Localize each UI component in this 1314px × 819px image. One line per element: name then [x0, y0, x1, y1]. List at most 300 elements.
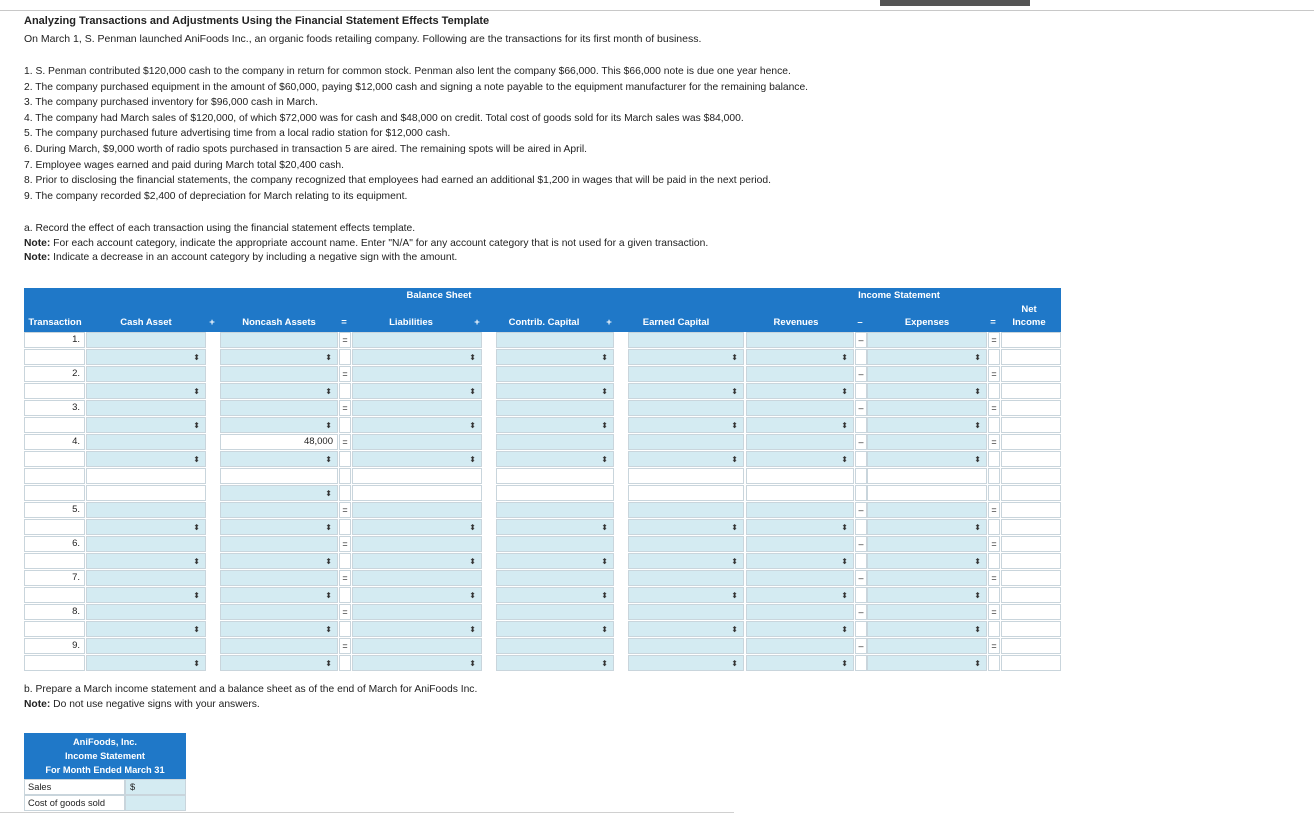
equals-sign: =: [988, 536, 1000, 552]
account-name-row-6-1: [24, 553, 1061, 570]
equals-sign: =: [339, 638, 351, 654]
contrib-capital-amount-input[interactable]: [496, 434, 614, 450]
earned-capital-account-select[interactable]: [628, 417, 744, 433]
top-toolbar-button[interactable]: [880, 0, 1030, 6]
income-statement-header: [24, 733, 186, 779]
equals-sign: =: [988, 332, 1000, 348]
noncash-assets-account-select[interactable]: [220, 655, 338, 671]
expenses-account-select[interactable]: [867, 587, 987, 603]
operator-spacer: [339, 587, 351, 603]
earned-capital-account-select[interactable]: [628, 349, 744, 365]
net-income-spacer: [1001, 519, 1061, 535]
expenses-amount-input[interactable]: [867, 332, 987, 348]
contrib-capital-amount-input[interactable]: [496, 400, 614, 416]
sort-arrows-icon: ⬍: [731, 591, 738, 600]
net-income-input[interactable]: [1001, 536, 1061, 552]
expenses-amount-input[interactable]: [867, 366, 987, 382]
transaction-number: 9.: [24, 638, 85, 654]
operator-spacer: [339, 349, 351, 365]
earned-capital-account-select[interactable]: [628, 621, 744, 637]
sort-arrows-icon: ⬍: [841, 557, 848, 566]
liabilities-account-select[interactable]: [352, 621, 482, 637]
transaction-7: 7. Employee wages earned and paid during March total $20,400 cash.: [24, 159, 344, 171]
liabilities-account-select[interactable]: [352, 383, 482, 399]
equals-sign: =: [988, 604, 1000, 620]
operator-spacer: [855, 485, 867, 501]
sort-arrows-icon: ⬍: [974, 659, 981, 668]
contrib-capital-account-select[interactable]: [496, 621, 614, 637]
liabilities-amount-input[interactable]: [352, 502, 482, 518]
cash-asset-amount-input[interactable]: [86, 502, 206, 518]
noncash-assets-account-select[interactable]: [220, 621, 338, 637]
revenues-account-select[interactable]: [746, 621, 854, 637]
net-income-input[interactable]: [1001, 434, 1061, 450]
liabilities-empty-cell: [352, 485, 482, 501]
equals-sign: =: [988, 400, 1000, 416]
noncash-assets-amount-input[interactable]: 48,000: [220, 434, 338, 450]
noncash-assets-amount-input[interactable]: [220, 570, 338, 586]
op-plus-1: +: [209, 317, 215, 328]
expenses-account-select[interactable]: [867, 655, 987, 671]
account-name-row-8-1: [24, 621, 1061, 638]
col-revenues: Revenues: [773, 317, 819, 328]
net-income-input[interactable]: [1001, 400, 1061, 416]
operator-spacer: [988, 621, 1000, 637]
expenses-empty-cell: [867, 468, 987, 484]
equals-sign: =: [988, 638, 1000, 654]
earned-capital-amount-input[interactable]: [628, 502, 744, 518]
noncash-assets-amount-input[interactable]: [220, 366, 338, 382]
contrib-capital-account-select[interactable]: [496, 587, 614, 603]
net-income-spacer: [1001, 485, 1061, 501]
sort-arrows-icon: ⬍: [731, 455, 738, 464]
cash-asset-account-select[interactable]: [86, 519, 206, 535]
revenues-account-select[interactable]: [746, 553, 854, 569]
earned-capital-account-select[interactable]: [628, 655, 744, 671]
header-divider: [0, 10, 1314, 11]
bottom-divider: [0, 812, 734, 813]
transaction-number: 6.: [24, 536, 85, 552]
earned-capital-amount-input[interactable]: [628, 570, 744, 586]
contrib-capital-account-select[interactable]: [496, 383, 614, 399]
sort-arrows-icon: ⬍: [325, 421, 332, 430]
empty-cell: [24, 519, 85, 535]
expenses-account-select[interactable]: [867, 451, 987, 467]
net-income-spacer: [1001, 587, 1061, 603]
cash-asset-account-select[interactable]: [86, 587, 206, 603]
cash-asset-amount-input[interactable]: [86, 604, 206, 620]
transaction-8: 8. Prior to disclosing the financial statements, the company recognized that employees had earned an additional $1,200 in wages that will be paid in the next period.: [24, 175, 771, 187]
sort-arrows-icon: ⬍: [325, 387, 332, 396]
sort-arrows-icon: ⬍: [193, 591, 200, 600]
empty-cell: [24, 655, 85, 671]
part-a-instructions: [24, 222, 708, 266]
part-a-note-1: Note: For each account category, indicate the appropriate account name. Enter "N/A" for any account category that is not used for a given transaction.: [24, 237, 709, 249]
noncash-assets-amount-input[interactable]: [220, 536, 338, 552]
part-b-instructions: [24, 683, 477, 712]
cash-asset-account-select[interactable]: [86, 349, 206, 365]
noncash-assets-account-select[interactable]: [220, 485, 338, 501]
operator-spacer: [339, 451, 351, 467]
liabilities-amount-input[interactable]: [352, 536, 482, 552]
revenues-amount-input[interactable]: [746, 604, 854, 620]
liabilities-empty-cell: [352, 468, 482, 484]
op-plus-3: +: [606, 317, 612, 328]
transaction-row-5: [24, 502, 1061, 519]
net-income-heading-2: Income: [1012, 317, 1046, 328]
sort-arrows-icon: ⬍: [193, 557, 200, 566]
liabilities-account-select[interactable]: [352, 655, 482, 671]
account-name-row-5-1: [24, 519, 1061, 536]
net-income-input[interactable]: [1001, 604, 1061, 620]
noncash-assets-empty-cell: [220, 468, 338, 484]
sort-arrows-icon: ⬍: [601, 523, 608, 532]
col-cash-asset: Cash Asset: [120, 317, 172, 328]
earned-capital-account-select[interactable]: [628, 383, 744, 399]
sort-arrows-icon: ⬍: [841, 659, 848, 668]
net-income-input[interactable]: [1001, 332, 1061, 348]
contrib-capital-amount-input[interactable]: [496, 570, 614, 586]
minus-sign: –: [855, 604, 867, 620]
expenses-account-select[interactable]: [867, 553, 987, 569]
empty-cell: [24, 485, 85, 501]
col-liabilities: Liabilities: [389, 317, 433, 328]
cash-asset-amount-input[interactable]: [86, 536, 206, 552]
sort-arrows-icon: ⬍: [731, 557, 738, 566]
cash-asset-amount-input[interactable]: [86, 332, 206, 348]
col-earned-capital: Earned Capital: [642, 317, 710, 328]
noncash-assets-account-select[interactable]: [220, 417, 338, 433]
sort-arrows-icon: ⬍: [469, 455, 476, 464]
expenses-amount-input[interactable]: [867, 604, 987, 620]
sort-arrows-icon: ⬍: [841, 353, 848, 362]
equals-sign: =: [988, 434, 1000, 450]
liabilities-account-select[interactable]: [352, 417, 482, 433]
net-income-heading-1: Net: [1021, 304, 1037, 315]
net-income-spacer: [1001, 553, 1061, 569]
cash-asset-amount-input[interactable]: [86, 570, 206, 586]
operator-spacer: [339, 655, 351, 671]
operator-spacer: [855, 587, 867, 603]
sort-arrows-icon: ⬍: [193, 353, 200, 362]
revenues-account-select[interactable]: [746, 417, 854, 433]
equals-sign: =: [988, 570, 1000, 586]
op-eq-2: =: [990, 317, 996, 328]
operator-spacer: [855, 655, 867, 671]
sort-arrows-icon: ⬍: [974, 387, 981, 396]
expenses-amount-input[interactable]: [867, 638, 987, 654]
expenses-account-select[interactable]: [867, 383, 987, 399]
sort-arrows-icon: ⬍: [193, 625, 200, 634]
expenses-amount-input[interactable]: [867, 434, 987, 450]
net-income-spacer: [1001, 621, 1061, 637]
operator-spacer: [855, 553, 867, 569]
expenses-amount-input[interactable]: [867, 502, 987, 518]
sort-arrows-icon: ⬍: [841, 421, 848, 430]
sort-arrows-icon: ⬍: [731, 659, 738, 668]
col-transaction: Transaction: [28, 317, 82, 328]
noncash-assets-amount-input[interactable]: [220, 400, 338, 416]
transaction-5: 5. The company purchased future advertising time from a local radio station for $12,000 cash.: [24, 128, 451, 140]
equals-sign: =: [339, 332, 351, 348]
contrib-capital-amount-input[interactable]: [496, 604, 614, 620]
equals-sign: =: [339, 434, 351, 450]
noncash-assets-account-select[interactable]: [220, 553, 338, 569]
cash-asset-empty-cell: [86, 485, 206, 501]
cash-asset-account-select[interactable]: [86, 451, 206, 467]
revenues-amount-input[interactable]: [746, 638, 854, 654]
contrib-capital-account-select[interactable]: [496, 417, 614, 433]
col-contrib-capital: Contrib. Capital: [508, 317, 580, 328]
liabilities-amount-input[interactable]: [352, 570, 482, 586]
net-income-spacer: [1001, 468, 1061, 484]
net-income-input[interactable]: [1001, 502, 1061, 518]
statement-period: For Month Ended March 31: [45, 765, 165, 775]
equals-sign: =: [339, 366, 351, 382]
operator-spacer: [855, 417, 867, 433]
sort-arrows-icon: ⬍: [325, 591, 332, 600]
empty-cell: [24, 451, 85, 467]
expenses-amount-input[interactable]: [867, 570, 987, 586]
sort-arrows-icon: ⬍: [841, 455, 848, 464]
minus-sign: –: [855, 536, 867, 552]
liabilities-account-select[interactable]: [352, 587, 482, 603]
revenues-account-select[interactable]: [746, 349, 854, 365]
revenues-amount-input[interactable]: [746, 366, 854, 382]
revenues-amount-input[interactable]: [746, 536, 854, 552]
contrib-capital-empty-cell: [496, 468, 614, 484]
sort-arrows-icon: ⬍: [731, 387, 738, 396]
transaction-row-6: [24, 536, 1061, 553]
sort-arrows-icon: ⬍: [325, 557, 332, 566]
earned-capital-amount-input[interactable]: [628, 604, 744, 620]
operator-spacer: [339, 519, 351, 535]
sales-row: [24, 779, 186, 795]
cash-asset-amount-input[interactable]: [86, 638, 206, 654]
empty-cell: [24, 621, 85, 637]
liabilities-account-select[interactable]: [352, 519, 482, 535]
expenses-empty-cell: [867, 485, 987, 501]
transaction-number: 4.: [24, 434, 85, 450]
net-income-input[interactable]: [1001, 570, 1061, 586]
transaction-row-1: [24, 332, 1061, 349]
noncash-assets-account-select[interactable]: [220, 451, 338, 467]
revenues-account-select[interactable]: [746, 587, 854, 603]
sort-arrows-icon: ⬍: [601, 659, 608, 668]
liabilities-amount-input[interactable]: [352, 638, 482, 654]
revenues-account-select[interactable]: [746, 655, 854, 671]
revenues-account-select[interactable]: [746, 451, 854, 467]
cogs-row: [24, 795, 186, 811]
sort-arrows-icon: ⬍: [841, 591, 848, 600]
sort-arrows-icon: ⬍: [469, 625, 476, 634]
page-title: Analyzing Transactions and Adjustments Using the Financial Statement Effects Template: [24, 15, 490, 27]
liabilities-account-select[interactable]: [352, 451, 482, 467]
liabilities-amount-input[interactable]: [352, 400, 482, 416]
transaction-1: 1. S. Penman contributed $120,000 cash to the company in return for common stock. Penman also lent the company $66,000. This $66,000 note is due one year hence.: [24, 66, 791, 77]
cash-asset-account-select[interactable]: [86, 383, 206, 399]
revenues-amount-input[interactable]: [746, 332, 854, 348]
minus-sign: –: [855, 434, 867, 450]
revenues-empty-cell: [746, 485, 854, 501]
op-plus-2: +: [474, 317, 480, 328]
noncash-assets-account-select[interactable]: [220, 519, 338, 535]
expenses-account-select[interactable]: [867, 621, 987, 637]
earned-capital-account-select[interactable]: [628, 519, 744, 535]
liabilities-amount-input[interactable]: [352, 332, 482, 348]
company-name: AniFoods, Inc.: [72, 737, 138, 747]
net-income-input[interactable]: [1001, 638, 1061, 654]
earned-capital-account-select[interactable]: [628, 587, 744, 603]
minus-sign: –: [855, 400, 867, 416]
cash-asset-empty-cell: [86, 468, 206, 484]
transaction-4: 4. The company had March sales of $120,000, of which $72,000 was for cash and $48,000 on credit. Total cost of goods sold for its March sales was $84,000.: [24, 112, 744, 124]
cash-asset-amount-input[interactable]: [86, 400, 206, 416]
sales-input[interactable]: $: [125, 779, 186, 795]
noncash-assets-account-select[interactable]: [220, 383, 338, 399]
sort-arrows-icon: ⬍: [974, 591, 981, 600]
sort-arrows-icon: ⬍: [325, 353, 332, 362]
sort-arrows-icon: ⬍: [731, 353, 738, 362]
cogs-input[interactable]: [125, 795, 186, 811]
revenues-account-select[interactable]: [746, 519, 854, 535]
minus-sign: –: [855, 638, 867, 654]
noncash-assets-account-select[interactable]: [220, 349, 338, 365]
liabilities-amount-input[interactable]: [352, 434, 482, 450]
operator-spacer: [339, 621, 351, 637]
earned-capital-amount-input[interactable]: [628, 366, 744, 382]
operator-spacer: [855, 468, 867, 484]
contrib-capital-amount-input[interactable]: [496, 332, 614, 348]
sort-arrows-icon: ⬍: [325, 455, 332, 464]
expenses-account-select[interactable]: [867, 417, 987, 433]
contrib-capital-account-select[interactable]: [496, 349, 614, 365]
noncash-assets-amount-input[interactable]: [220, 604, 338, 620]
noncash-assets-account-select[interactable]: [220, 587, 338, 603]
contrib-capital-amount-input[interactable]: [496, 366, 614, 382]
operator-spacer: [339, 468, 351, 484]
cash-asset-amount-input[interactable]: [86, 434, 206, 450]
net-income-spacer: [1001, 655, 1061, 671]
cash-asset-amount-input[interactable]: [86, 366, 206, 382]
account-name-row-1-1: [24, 349, 1061, 366]
operator-spacer: [855, 519, 867, 535]
equals-sign: =: [988, 366, 1000, 382]
transaction-row-2: [24, 366, 1061, 383]
sort-arrows-icon: ⬍: [974, 421, 981, 430]
net-income-spacer: [1001, 417, 1061, 433]
contrib-capital-amount-input[interactable]: [496, 502, 614, 518]
noncash-assets-amount-input[interactable]: [220, 332, 338, 348]
contrib-capital-amount-input[interactable]: [496, 638, 614, 654]
sort-arrows-icon: ⬍: [841, 523, 848, 532]
expenses-amount-input[interactable]: [867, 536, 987, 552]
net-income-input[interactable]: [1001, 366, 1061, 382]
revenues-amount-input[interactable]: [746, 502, 854, 518]
income-statement-form: [24, 733, 186, 811]
operator-spacer: [339, 417, 351, 433]
cash-asset-account-select[interactable]: [86, 417, 206, 433]
intro-text: On March 1, S. Penman launched AniFoods Inc., an organic foods retailing company. Following are the transactions for its first month of business.: [24, 33, 702, 45]
minus-sign: –: [855, 570, 867, 586]
liabilities-amount-input[interactable]: [352, 366, 482, 382]
transaction-number: 8.: [24, 604, 85, 620]
earned-capital-amount-input[interactable]: [628, 638, 744, 654]
cash-asset-account-select[interactable]: [86, 621, 206, 637]
liabilities-account-select[interactable]: [352, 553, 482, 569]
empty-cell: [24, 383, 85, 399]
sort-arrows-icon: ⬍: [974, 353, 981, 362]
sort-arrows-icon: ⬍: [469, 557, 476, 566]
revenues-amount-input[interactable]: [746, 570, 854, 586]
earned-capital-account-select[interactable]: [628, 451, 744, 467]
expenses-account-select[interactable]: [867, 349, 987, 365]
sort-arrows-icon: ⬍: [974, 523, 981, 532]
contrib-capital-amount-input[interactable]: [496, 536, 614, 552]
transaction-row-9: [24, 638, 1061, 655]
transaction-number: 5.: [24, 502, 85, 518]
operator-spacer: [988, 383, 1000, 399]
sort-arrows-icon: ⬍: [974, 455, 981, 464]
expenses-account-select[interactable]: [867, 519, 987, 535]
earned-capital-account-select[interactable]: [628, 553, 744, 569]
revenues-amount-input[interactable]: [746, 434, 854, 450]
earned-capital-amount-input[interactable]: [628, 434, 744, 450]
contrib-capital-account-select[interactable]: [496, 553, 614, 569]
account-name-row-4-1: [24, 451, 1061, 468]
expenses-amount-input[interactable]: [867, 400, 987, 416]
noncash-assets-amount-input[interactable]: [220, 502, 338, 518]
equals-sign: =: [339, 536, 351, 552]
sort-arrows-icon: ⬍: [325, 489, 332, 498]
cash-asset-account-select[interactable]: [86, 655, 206, 671]
equals-sign: =: [339, 570, 351, 586]
transaction-row-7: [24, 570, 1061, 587]
equals-sign: =: [339, 400, 351, 416]
earned-capital-amount-input[interactable]: [628, 400, 744, 416]
transaction-9: 9. The company recorded $2,400 of depreciation for March relating to its equipment.: [24, 190, 408, 202]
liabilities-account-select[interactable]: [352, 349, 482, 365]
empty-cell: [24, 349, 85, 365]
operator-spacer: [988, 451, 1000, 467]
revenues-amount-input[interactable]: [746, 400, 854, 416]
contrib-capital-empty-cell: [496, 485, 614, 501]
contrib-capital-account-select[interactable]: [496, 655, 614, 671]
operator-spacer: [339, 553, 351, 569]
statement-title: Income Statement: [64, 751, 146, 761]
operator-spacer: [988, 349, 1000, 365]
operator-spacer: [988, 587, 1000, 603]
liabilities-amount-input[interactable]: [352, 604, 482, 620]
op-eq-1: =: [341, 317, 347, 328]
cash-asset-account-select[interactable]: [86, 553, 206, 569]
operator-spacer: [988, 655, 1000, 671]
contrib-capital-account-select[interactable]: [496, 519, 614, 535]
operator-spacer: [988, 519, 1000, 535]
operator-spacer: [855, 451, 867, 467]
income-statement-heading: Income Statement: [858, 290, 940, 301]
contrib-capital-account-select[interactable]: [496, 451, 614, 467]
revenues-account-select[interactable]: [746, 383, 854, 399]
earned-capital-amount-input[interactable]: [628, 536, 744, 552]
earned-capital-empty-cell: [628, 485, 744, 501]
earned-capital-amount-input[interactable]: [628, 332, 744, 348]
part-a-note-2: Note: Indicate a decrease in an account category by including a negative sign with the amount.: [24, 252, 458, 263]
account-name-row-9-1: [24, 655, 1061, 672]
sales-label: Sales: [24, 779, 125, 795]
operator-spacer: [988, 468, 1000, 484]
noncash-assets-amount-input[interactable]: [220, 638, 338, 654]
